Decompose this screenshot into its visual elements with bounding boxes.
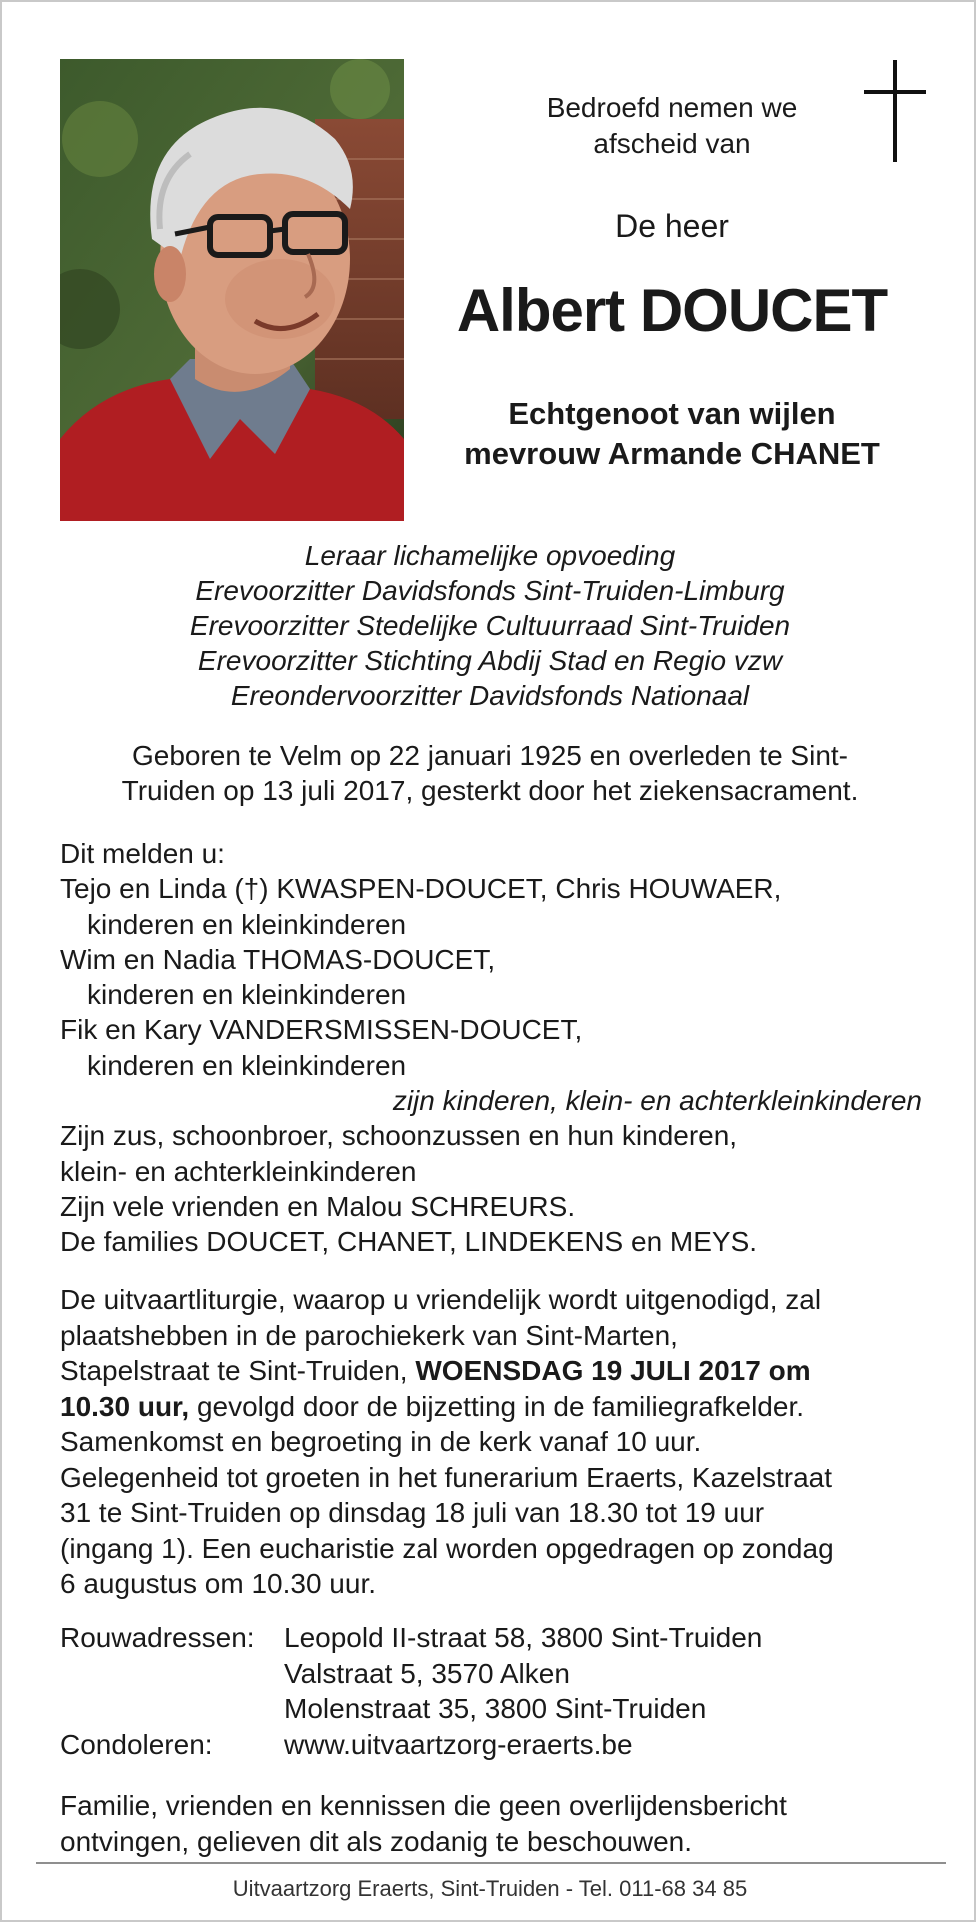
address-row: [60, 1691, 922, 1727]
honorific: De heer: [615, 208, 729, 244]
intro-line-2: afscheid van: [593, 128, 751, 159]
mourner-line: kinderen en kleinkinderen: [87, 908, 407, 940]
title-line: Erevoorzitter Davidsfonds Sint-Truiden-Limburg: [195, 575, 785, 606]
condolence-addresses: [60, 1620, 922, 1762]
mourner-line: Tejo en Linda (†) KWASPEN-DOUCET, Chris HOUWAER,: [60, 873, 782, 905]
footer-divider: [36, 1862, 946, 1864]
ceremony-details: [60, 1282, 922, 1602]
birth-death-statement: [60, 738, 920, 808]
address-label: Rouwadressen:: [60, 1622, 255, 1653]
title-line: Ereondervoorzitter Davidsfonds Nationaal: [230, 680, 750, 711]
ceremony-line: [60, 1353, 922, 1389]
ceremony-text: Stapelstraat te Sint-Truiden,: [60, 1355, 416, 1386]
ceremony-line: 31 te Sint-Truiden op dinsdag 18 juli van 18.30 tot 19 uur: [60, 1497, 765, 1528]
mourner-line: kinderen en kleinkinderen: [87, 1049, 407, 1081]
ceremony-line: [60, 1389, 922, 1425]
mourner-line: Zijn zus, schoonbroer, schoonzussen en hun kinderen,: [60, 1120, 738, 1152]
intro-line-1: Bedroefd nemen we: [546, 92, 798, 123]
mourner-line: De families DOUCET, CHANET, LINDEKENS en MEYS.: [60, 1226, 758, 1258]
ceremony-line: plaatshebben in de parochiekerk van Sint-Marten,: [60, 1319, 678, 1351]
address-item: Valstraat 5, 3570 Alken: [284, 1657, 570, 1689]
ceremony-text: gevolgd door de bijzetting in de familiegrafkelder.: [189, 1390, 805, 1422]
ceremony-line: 6 augustus om 10.30 uur.: [60, 1568, 376, 1599]
condolence-row: [60, 1727, 922, 1763]
title-line: Leraar lichamelijke opvoeding: [304, 540, 676, 571]
address-item: Leopold II-straat 58, 3800 Sint-Truiden: [284, 1622, 763, 1653]
mourners-list: [60, 836, 922, 1260]
header-block: [422, 90, 922, 474]
closing-line: ontvingen, gelieven dit als zodanig te beschouwen.: [60, 1825, 692, 1857]
portrait-photo: [60, 59, 404, 521]
spouse-line-1: Echtgenoot van wijlen: [508, 396, 836, 431]
condolence-label: Condoleren:: [60, 1728, 213, 1760]
born-line-1: Geboren te Velm op 22 januari 1925 en overleden te Sint-: [131, 740, 849, 771]
address-item: Molenstraat 35, 3800 Sint-Truiden: [284, 1693, 707, 1724]
deceased-name: Albert DOUCET: [456, 277, 888, 344]
mourner-line: kinderen en kleinkinderen: [87, 979, 407, 1011]
ceremony-line: (ingang 1). Een eucharistie zal worden opgedragen op zondag: [60, 1532, 834, 1564]
ceremony-time: 10.30 uur,: [60, 1390, 190, 1422]
mourner-line: zijn kinderen, klein- en achterkleinkinderen: [392, 1085, 922, 1117]
ceremony-line: Gelegenheid tot groeten in het funerarium Eraerts, Kazelstraat: [60, 1461, 832, 1493]
closing-note: [60, 1788, 922, 1859]
address-row: [60, 1656, 922, 1692]
spouse-line-2: mevrouw Armande CHANET: [464, 436, 880, 471]
born-line-2: Truiden op 13 juli 2017, gesterkt door het ziekensacrament.: [121, 775, 859, 806]
mourners-intro: Dit melden u:: [60, 838, 225, 869]
mourner-line: klein- en achterkleinkinderen: [60, 1155, 417, 1187]
mourner-line: Zijn vele vrienden en Malou SCHREURS.: [60, 1190, 576, 1222]
mourner-line: Fik en Kary VANDERSMISSEN-DOUCET,: [60, 1014, 583, 1046]
footer-text: Uitvaartzorg Eraerts, Sint-Truiden - Tel. 011-68 34 85: [232, 1876, 748, 1901]
address-row: [60, 1620, 922, 1656]
closing-line: Familie, vrienden en kennissen die geen overlijdensbericht: [60, 1790, 787, 1821]
condolence-link[interactable]: www.uitvaartzorg-eraerts.be: [284, 1728, 633, 1760]
ceremony-date: WOENSDAG 19 JULI 2017 om: [415, 1355, 811, 1386]
ceremony-line: De uitvaartliturgie, waarop u vriendelijk wordt uitgenodigd, zal: [60, 1284, 822, 1315]
ceremony-line: Samenkomst en begroeting in de kerk vanaf 10 uur.: [60, 1426, 702, 1457]
honorary-titles: [60, 538, 920, 713]
title-line: Erevoorzitter Stedelijke Cultuurraad Sint-Truiden: [189, 610, 791, 641]
mourner-line: Wim en Nadia THOMAS-DOUCET,: [60, 943, 496, 975]
title-line: Erevoorzitter Stichting Abdij Stad en Regio vzw: [197, 645, 783, 676]
